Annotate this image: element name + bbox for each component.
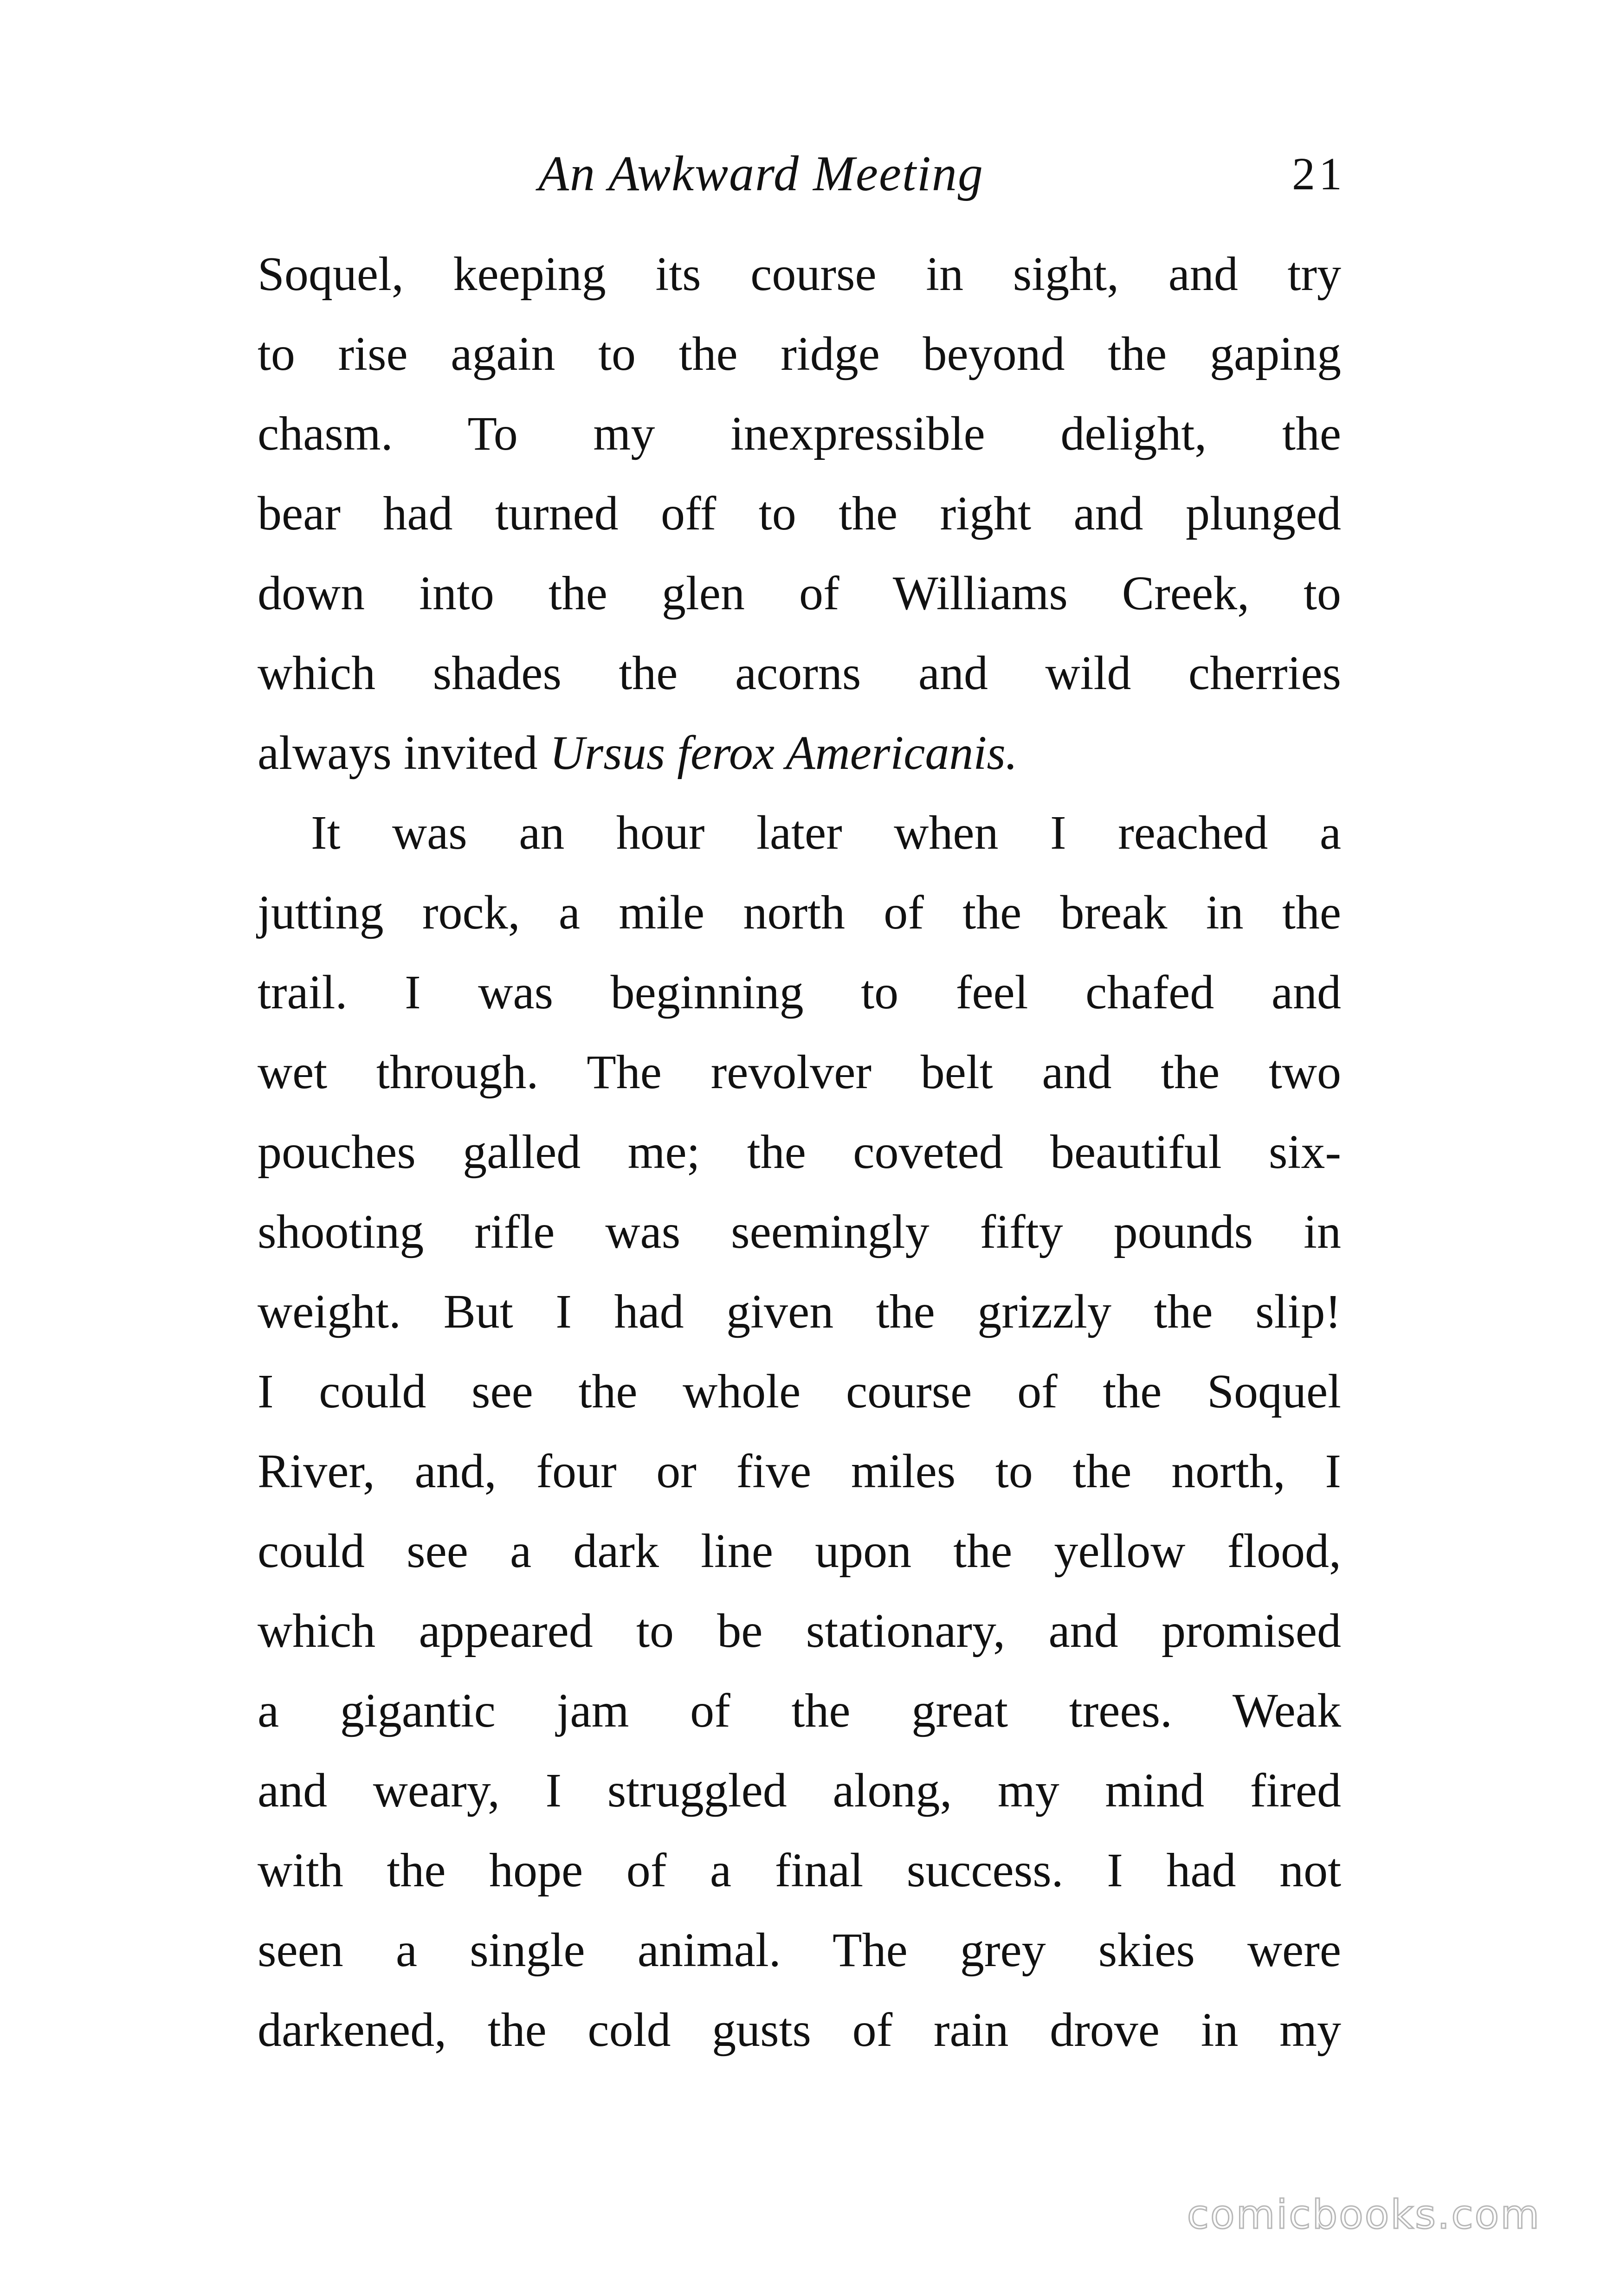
text-line: bear had turned off to the right and plunged [258, 487, 1341, 540]
text-line: weight. But I had given the grizzly the slip! [258, 1285, 1341, 1338]
text-line: I could see the whole course of the Soquel [258, 1365, 1341, 1418]
running-head [260, 142, 1346, 211]
text-line: chasm. To my inexpressible delight, the [258, 407, 1341, 460]
text-line: River, and, four or five miles to the north, I [258, 1445, 1341, 1498]
page-number: 21 [1292, 148, 1346, 200]
watermark-logo: comicbooks.com [1187, 2192, 1541, 2238]
paragraph-1 [258, 234, 1341, 793]
text-line: and weary, I struggled along, my mind fired [258, 1764, 1341, 1817]
text-line: jutting rock, a mile north of the break in the [258, 886, 1341, 939]
text-line: to rise again to the ridge beyond the gaping [258, 327, 1341, 381]
text-fragment: always invited [258, 726, 550, 780]
text-line: pouches galled me; the coveted beautiful six- [258, 1125, 1341, 1179]
text-line: seen a single animal. The grey skies were [258, 1923, 1341, 1977]
body-text [258, 234, 1341, 2070]
text-line [258, 713, 1341, 793]
text-line: darkened, the cold gusts of rain drove in my [258, 2003, 1341, 2057]
text-line: a gigantic jam of the great trees. Weak [258, 1684, 1341, 1737]
text-line: Soquel, keeping its course in sight, and try [258, 247, 1341, 301]
text-line: trail. I was beginning to feel chafed and [258, 966, 1341, 1019]
text-line: wet through. The revolver belt and the two [258, 1045, 1341, 1099]
text-line: which shades the acorns and wild cherries [258, 646, 1341, 700]
paragraph-2 [258, 793, 1341, 2070]
italic-latin-name: Ursus ferox Americanis. [549, 726, 1018, 780]
text-line: It was an hour later when I reached a [311, 806, 1341, 859]
text-line: which appeared to be stationary, and promised [258, 1604, 1341, 1658]
text-line: shooting rifle was seemingly fifty pounds in [258, 1205, 1341, 1258]
text-line: down into the glen of Williams Creek, to [258, 567, 1341, 620]
running-title: An Awkward Meeting [538, 146, 984, 201]
text-line: could see a dark line upon the yellow flood, [258, 1524, 1341, 1578]
text-line: with the hope of a final success. I had not [258, 1844, 1341, 1897]
